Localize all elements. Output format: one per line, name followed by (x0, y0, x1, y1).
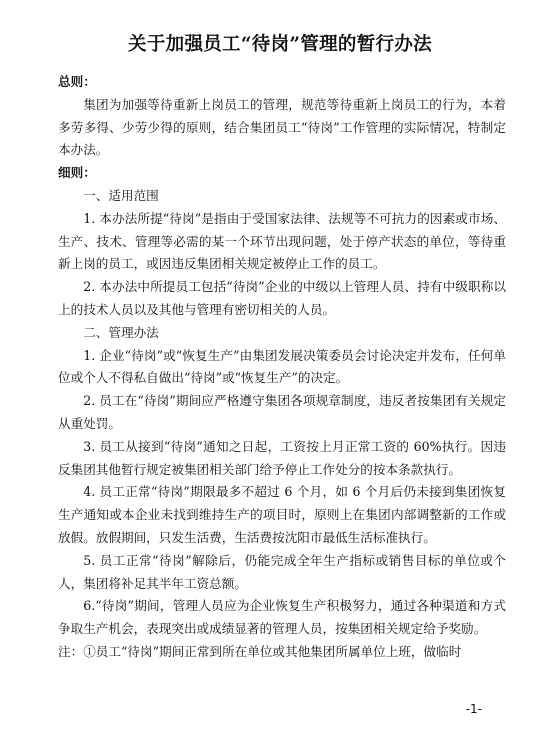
note-line: 注：①员工“待岗”期间正常到所在单位或其他集团所属单位上班，做临时 (58, 643, 462, 659)
page-number: -1- (465, 702, 482, 716)
management-item-3: 3. 员工从接到“待岗”通知之日起，工资按上月正常工资的 60%执行。因违反集团其他暂行规定被集团相关部门给予停止工作处分的按本条款执行。 (58, 438, 506, 477)
management-item-1: 1. 企业“待岗”或“恢复生产”由集团发展决策委员会讨论决定并发布，任何单位或个人不得私自做出“待岗”或“恢复生产”的决定。 (58, 347, 506, 386)
section-title-management: 二、管理办法 (83, 324, 159, 340)
management-item-2: 2. 员工在“待岗”期间应严格遵守集团各项规章制度，违反者按集团有关规定从重处罚。 (58, 393, 506, 431)
management-item-5: 5. 员工正常“待岗”解除后，仍能完成全年生产指标或销售目标的单位或个人，集团将补足其半年工资总额。 (58, 552, 506, 591)
general-heading: 总则： (58, 74, 96, 89)
management-item-4: 4. 员工正常“待岗”期限最多不超过 6 个月，如 6 个月后仍未接到集团恢复生产通知或本企业未找到维持生产的项目时，原则上在集团内部调整新的工作或放假。放假期间，只发生活费，生活费按沈阳市最低生活标准执行。 (58, 484, 506, 545)
management-item-6: 6.“待岗”期间，管理人员应为企业恢复生产积极努力，通过各种渠道和方式争取生产机会，表现突出或成绩显著的管理人员，按集团相关规定给予奖励。 (58, 598, 506, 637)
general-paragraph: 集团为加强等待重新上岗员工的管理，规范等待重新上岗员工的行为，本着多劳多得、少劳少得的原则，结合集团员工“待岗”工作管理的实际情况，特制定本办法。 (58, 96, 506, 158)
detail-heading: 细则： (58, 165, 96, 181)
scope-item-2: 2. 本办法中所提员工包括“待岗”企业的中级以上管理人员、持有中级职称以上的技术人员以及其他与管理有密切相关的人员。 (58, 279, 506, 317)
document-body (58, 71, 506, 664)
section-title-scope: 一、适用范围 (83, 187, 159, 203)
document-title: 关于加强员工“待岗”管理的暂行办法 (128, 34, 432, 55)
scope-item-1: 1. 本办法所提“待岗”是指由于受国家法律、法规等不可抗力的因素或市场、生产、技术、管理等必需的某一个环节出现问题，处于停产状态的单位，等待重新上岗的员工，或因违反集团相关规定被停止工作的员工。 (58, 210, 506, 272)
